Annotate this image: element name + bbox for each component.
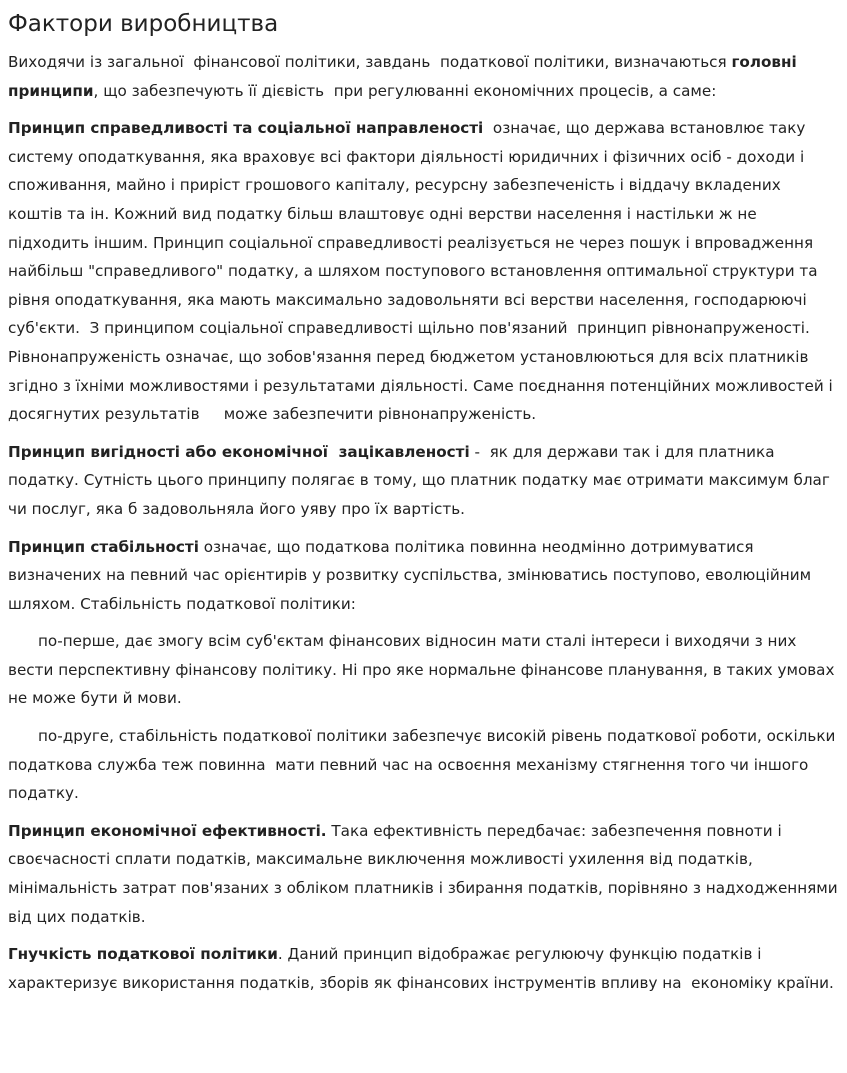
paragraph-firstly [8, 627, 839, 713]
text-run: Виходячи із загальної фінансової політики, завдань податкової політики, визначаються [8, 53, 732, 71]
bold-term: головні принципи [8, 53, 803, 100]
page-title: Фактори виробництва [8, 11, 279, 37]
paragraph-intro [8, 48, 839, 105]
bold-term: Принцип вигідності або економічної зацікавленості [8, 442, 470, 461]
paragraph-flexibility [8, 940, 839, 997]
text-run: . Даний принцип відображає регулюючу функцію податків і характеризує використання податків, зборів як фінансових інструментів впливу на економіку країни. [8, 945, 834, 992]
text-run: означає, що держава встановлює таку систему оподаткування, яка враховує всі фактори діяльності юридичних і фізичних осіб - доходи і споживання, майно і приріст грошового капіталу, ресурсну забезпеченість і віддачу вкладених коштів та ін. Кожний вид податку більш влаштовує одні верстви населення і настільки ж не підходить іншим. Принцип соціальної справедливості реалізується не через пошук і впровадження найбільш "справедливого" податку, а шляхом поступового встановлення оптимальної структури та рівня оподаткування, яка мають максимально задовольняти всі верстви населення, господарюючі суб'єкти. З принципом соціальної справедливості щільно пов'язаний принцип рівнонапруженості. Рівнонапруженість означає, що зобов'язання перед бюджетом установлюються для всіх платників згідно з їхніми можливостями і результатами діяльності. Саме поєднання потенційних можливостей і досягнутих результатів може забезпечити рівнонапруженість. [8, 119, 838, 424]
text-run: по-перше, дає змогу всім суб'єктам фінансових відносин мати сталі інтереси і виходячи з них вести перспективну фінансову політику. Ні про яке нормальне фінансове планування, в таких умовах не може бути й мови. [8, 632, 840, 708]
paragraph-stability-principle [8, 533, 839, 619]
text-run: означає, що податкова політика повинна неодмінно дотримуватися визначених на певний час орієнтирів у розвитку суспільства, змінюватись поступово, еволюційним шляхом. Стабільність податкової політики: [8, 537, 816, 613]
paragraph-efficiency-principle [8, 817, 843, 931]
bold-term: Принцип стабільності [8, 537, 199, 556]
text-run: по-друге, стабільність податкової політики забезпечує високій рівень податкової роботи, оскільки податкова служба теж повинна мати певний час на освоєння механізму стягнення того чи іншого податку. [8, 727, 841, 803]
text-run: , що забезпечують її дієвість при регулюванні економічних процесів, а саме: [93, 81, 717, 100]
bold-term: Принцип справедливості та соціальної направленості [8, 119, 484, 138]
paragraph-justice-principle [8, 114, 839, 429]
bold-term: Гнучкість податкової політики [8, 945, 278, 964]
text-run: Така ефективність передбачає: забезпечення повноти і своєчасності сплати податків, максимальне виключення можливості ухилення від податків, мінімальність затрат пов'язаних з обліком платників і збирання податків, порівняно з надходженнями від цих податків. [8, 821, 843, 926]
text-run: - як для держави так і для платника податку. Сутність цього принципу полягає в тому, що платник податку має отримати максимум благ чи послуг, яка б задовольняла його уяву про їх вартість. [8, 442, 835, 518]
paragraph-benefit-principle [8, 438, 839, 524]
paragraph-secondly [8, 722, 839, 808]
bold-term: Принцип економічної ефективності. [8, 821, 327, 840]
